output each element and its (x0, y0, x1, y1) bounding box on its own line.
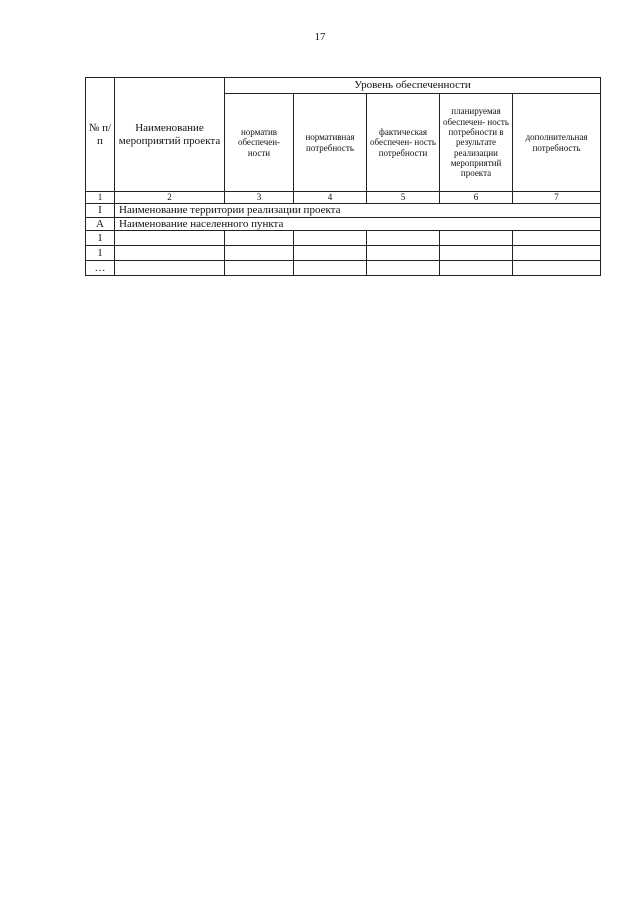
section-title: Наименование территории реализации проекта (115, 204, 601, 218)
row-number: 1 (86, 231, 115, 246)
table-cell (225, 261, 294, 276)
project-measures-table (85, 77, 601, 276)
table-cell (367, 246, 440, 261)
table-cell (440, 231, 513, 246)
table-cell (115, 231, 225, 246)
column-index: 6 (440, 192, 513, 204)
column-index: 4 (294, 192, 367, 204)
table-row (86, 261, 601, 276)
header-norm: норматив обеспечен- ности (225, 94, 294, 192)
section-title: Наименование населенного пункта (115, 217, 601, 231)
row-number: … (86, 261, 115, 276)
table-cell (225, 231, 294, 246)
table-cell (115, 246, 225, 261)
header-number: № п/п (86, 78, 115, 192)
table-cell (294, 246, 367, 261)
table-cell (440, 261, 513, 276)
column-index: 1 (86, 192, 115, 204)
table-cell (115, 261, 225, 276)
column-index: 5 (367, 192, 440, 204)
table-row (86, 246, 601, 261)
table-cell (294, 261, 367, 276)
table-cell (367, 231, 440, 246)
section-row-territory (86, 204, 601, 218)
section-code: А (86, 217, 115, 231)
header-additional-need: дополнительная потребность (513, 94, 601, 192)
header-planned-provision: планируемая обеспечен- ность потребности в результате реализации мероприятий проекта (440, 94, 513, 192)
header-actual-provision: фактическая обеспечен- ность потребности (367, 94, 440, 192)
table-row (86, 231, 601, 246)
section-code: I (86, 204, 115, 218)
page-number: 17 (314, 31, 326, 43)
table-cell (225, 246, 294, 261)
table-cell (513, 231, 601, 246)
column-index-row (86, 192, 601, 204)
header-normative-need: нормативная потребность (294, 94, 367, 192)
column-index: 3 (225, 192, 294, 204)
table-cell (513, 246, 601, 261)
header-provision-level: Уровень обеспеченности (225, 78, 601, 94)
section-row-settlement (86, 217, 601, 231)
column-index: 2 (115, 192, 225, 204)
table-cell (513, 261, 601, 276)
column-index: 7 (513, 192, 601, 204)
table-cell (294, 231, 367, 246)
row-number: 1 (86, 246, 115, 261)
header-measure-name: Наименование мероприятий проекта (115, 78, 225, 192)
table-cell (367, 261, 440, 276)
table-cell (440, 246, 513, 261)
